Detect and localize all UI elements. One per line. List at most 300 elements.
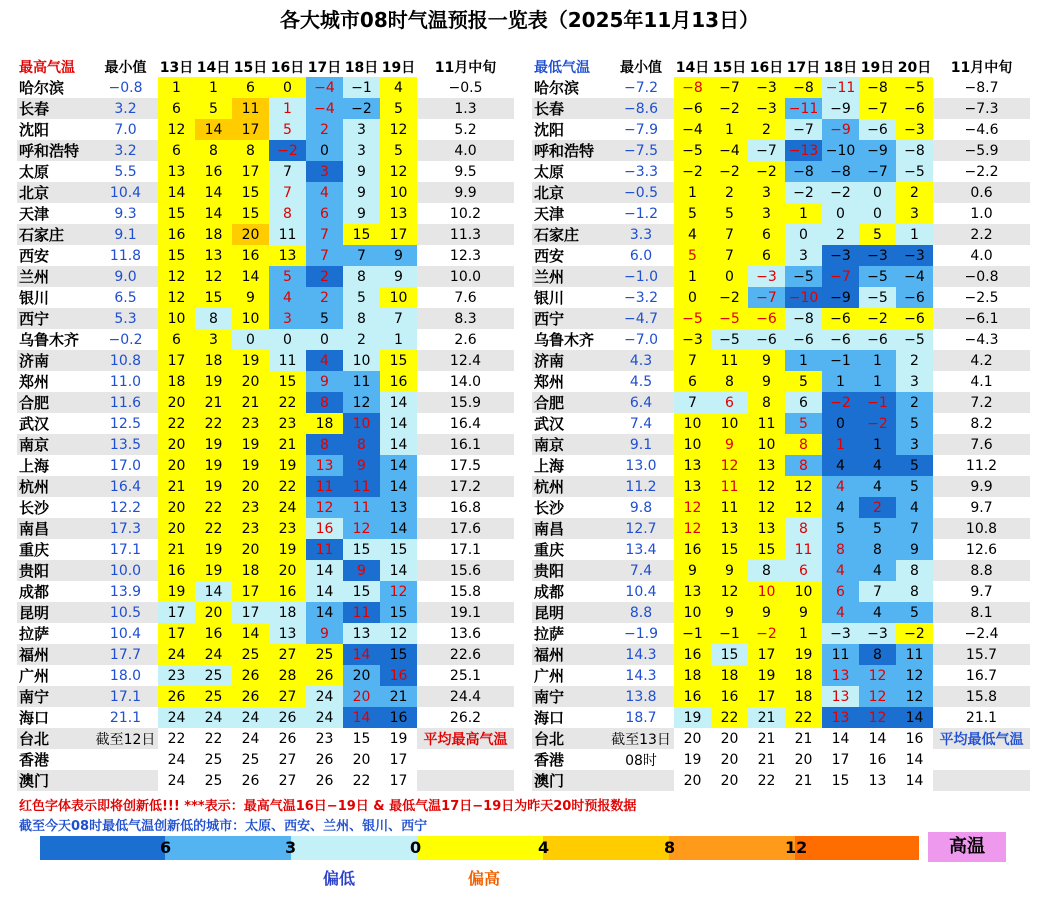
temp-cell: 20 [674,770,711,791]
legend-high-label: 偏高 [468,869,501,888]
min-value: 13.0 [625,457,657,474]
temp-cell: −5 [711,308,748,329]
city-name: 重庆 [534,541,565,559]
temp-cell: 19 [232,350,269,371]
temp-cell: 5 [896,413,933,434]
table-row [17,350,514,371]
temp-cell: 10 [711,413,748,434]
min-value: 13.4 [625,541,657,558]
city-name: 香港 [19,751,50,769]
temp-cell: −2 [748,623,785,644]
temp-cell: 21 [748,749,785,770]
legend-light-blue [291,836,417,860]
temp-cell: 18 [785,665,822,686]
temp-cell: 18 [158,371,195,392]
city-name: 昆明 [17,602,93,623]
table-row [17,518,514,539]
temp-cell: 14 [232,623,269,644]
temp-cell: 8 [232,140,269,161]
temp-cell: 12 [195,266,232,287]
temp-cell: −3 [896,245,933,266]
table-row [17,140,514,161]
city-name: 郑州 [534,373,565,391]
temp-cell: 16 [380,707,417,728]
temp-cell: 10 [674,413,711,434]
temp-cell: 19 [195,539,232,560]
min-value: −7.5 [608,140,674,161]
temp-cell: 5 [380,98,417,119]
temp-cell: 15 [748,539,785,560]
min-value: 9.1 [93,224,158,245]
mid-nov-avg: 24.4 [417,686,514,707]
temp-cell: 14 [896,749,933,770]
city-name: 福州 [17,644,93,665]
temp-cell: 15 [711,539,748,560]
city-name: 太原 [534,163,565,181]
mid-nov-avg: 5.2 [454,121,477,138]
temp-cell: 18 [674,665,711,686]
temp-cell: 11 [711,497,748,518]
table-row [532,413,1030,434]
temp-cell: 10 [785,581,822,602]
left-header-cell: 13日 [159,59,194,76]
table-row [532,518,1030,539]
temp-cell: 20 [343,749,380,770]
temp-cell: 11 [269,224,306,245]
temp-cell: 9 [306,623,343,644]
temp-cell: 20 [158,392,195,413]
temp-cell: 12 [785,476,822,497]
temp-cell: 19 [674,707,711,728]
temp-cell: 12 [896,686,933,707]
temp-cell: −6 [896,98,933,119]
min-value: 10.4 [625,583,657,600]
temp-cell: −11 [822,77,859,98]
min-value: 3.2 [93,140,158,161]
min-value: −3.3 [624,163,658,180]
left-header-cell: 15日 [233,59,268,76]
temp-cell: −10 [785,287,822,308]
temp-cell: 2 [896,392,933,413]
temp-cell: 13 [380,497,417,518]
right-header-cell: 17日 [786,59,821,76]
temp-cell: 15 [380,602,417,623]
temp-cell: 17 [748,644,785,665]
table-row [17,770,514,791]
city-name: 北京 [532,182,608,203]
temp-cell: −3 [748,77,785,98]
note-new-low-cities: 截至今天08时最低气温创新低的城市：太原、西安、兰州、银川、西宁 [19,819,428,834]
city-name: 广州 [19,667,50,685]
temp-cell: 11 [232,98,269,119]
min-value: 7.4 [608,560,674,581]
mid-nov-avg: 12.4 [417,350,514,371]
temp-cell: 12 [674,518,711,539]
right-header-cell: 18日 [823,59,858,76]
min-value: −0.2 [108,331,143,348]
temp-cell: 12 [343,392,380,413]
table-row [17,455,514,476]
temp-cell: 9 [343,455,380,476]
city-name: 澳门 [17,770,93,791]
temp-cell: 19 [195,371,232,392]
min-value: 12.2 [109,499,142,516]
temp-cell: −8 [822,161,859,182]
table-row [532,119,1030,140]
temp-cell: 7 [269,161,306,182]
temp-cell: 20 [232,371,269,392]
city-name: 海口 [534,709,565,727]
mid-nov-avg: 9.9 [417,182,514,203]
temp-cell: 17 [380,224,417,245]
temp-cell: −4 [711,140,748,161]
temp-cell: 3 [343,140,380,161]
min-value: 13.9 [109,583,142,600]
temp-cell: 19 [232,434,269,455]
temp-cell: 17 [232,602,269,623]
min-value: 10.4 [93,182,158,203]
temp-cell: 23 [158,665,195,686]
temp-cell: −6 [748,308,785,329]
temp-cell: 6 [748,224,785,245]
mid-nov-avg: 4.0 [970,247,993,264]
temp-cell: 8 [896,581,933,602]
temp-cell: 15 [822,770,859,791]
mid-nov-avg: 9.7 [970,499,993,516]
temp-cell: 4 [674,224,711,245]
temp-cell: 12 [158,287,195,308]
temp-cell: −7 [711,77,748,98]
temp-cell: 0 [232,329,269,350]
city-name: 南宁 [532,686,608,707]
temp-cell: 19 [195,455,232,476]
table-row [532,77,1030,98]
temp-cell: 19 [232,455,269,476]
temp-cell: 13 [674,455,711,476]
temp-cell: 8 [195,308,232,329]
temp-cell: 1 [859,434,896,455]
temp-cell: 15 [343,539,380,560]
temp-cell: 8 [785,434,822,455]
temp-cell: 8 [711,371,748,392]
temp-cell: 26 [306,749,343,770]
mid-nov-avg: 10.0 [417,266,514,287]
temp-cell: 22 [785,707,822,728]
min-value: 12.5 [109,415,142,432]
mid-nov-avg: 1.3 [417,98,514,119]
temp-cell: 2 [306,287,343,308]
right-header-cell: 11月中旬 [950,59,1013,76]
temp-cell: 12 [674,497,711,518]
temp-cell: −2 [822,182,859,203]
temp-cell: 5 [859,518,896,539]
table-row [532,203,1030,224]
min-value: 10.5 [93,602,158,623]
temp-cell: 6 [785,392,822,413]
temp-cell: −7 [859,161,896,182]
temp-cell: −8 [896,140,933,161]
table-row [17,560,514,581]
table-row [17,434,514,455]
temp-cell: 14 [380,434,417,455]
min-value: 17.0 [109,457,142,474]
temp-cell: 1 [195,77,232,98]
temp-cell: 20 [785,749,822,770]
right-header-cell: 15日 [712,59,747,76]
temp-cell: 10 [674,602,711,623]
temp-cell: 21 [748,707,785,728]
temp-cell: 1 [785,350,822,371]
temp-cell: 20 [158,455,195,476]
temp-cell: 0 [859,203,896,224]
temp-cell: 13 [195,245,232,266]
table-row [532,602,1030,623]
temp-cell: 0 [674,287,711,308]
temp-cell: 7 [711,245,748,266]
temp-cell: 3 [896,371,933,392]
table-row [532,287,1030,308]
table-row [17,644,514,665]
temp-cell: 5 [896,476,933,497]
right-header-cell: 20日 [897,59,932,76]
temp-cell: 16 [269,581,306,602]
table-row [532,350,1030,371]
temp-cell: 15 [158,245,195,266]
temp-cell: 15 [380,350,417,371]
temp-cell: 8 [748,392,785,413]
temp-cell: 21 [785,770,822,791]
temp-cell: 21 [785,728,822,749]
temp-cell: 13 [859,770,896,791]
temp-cell: 9 [343,182,380,203]
city-name: 天津 [19,205,50,223]
temp-cell: 3 [896,203,933,224]
temp-cell: 24 [158,749,195,770]
mid-nov-avg: 11.3 [417,224,514,245]
mid-nov-avg: 2.2 [933,224,1030,245]
city-name: 拉萨 [19,625,50,643]
temp-cell: 21 [195,392,232,413]
temp-cell: −3 [859,623,896,644]
min-value: 18.0 [109,667,142,684]
temp-cell: 10 [380,287,417,308]
temp-cell: 18 [269,602,306,623]
temp-cell: 20 [343,686,380,707]
temp-cell: −1 [822,350,859,371]
temp-cell: −3 [748,98,785,119]
note-red-font: 红色字体表示即将创新低!!! ***表示：最高气温16日−19日 & 最低气温17日−19日为昨天20时预报数据 [19,799,637,814]
min-value: 17.3 [93,518,158,539]
temp-cell: 27 [269,644,306,665]
table-row [532,728,1030,749]
temp-cell: 11 [711,350,748,371]
temp-cell: −1 [711,623,748,644]
min-value: 18.7 [625,709,657,726]
temp-cell: −5 [859,287,896,308]
temp-cell: 24 [232,728,269,749]
temp-cell: 25 [232,749,269,770]
temp-cell: 3 [269,308,306,329]
temp-cell: 5 [674,245,711,266]
temp-cell: −5 [674,140,711,161]
temp-cell: 14 [380,455,417,476]
mid-nov-avg: 10.2 [449,205,482,222]
legend-label-3: 3 [285,838,297,857]
city-name: 南昌 [17,518,93,539]
temp-cell: 7 [674,392,711,413]
mid-nov-avg: −2.2 [964,163,999,180]
temp-cell: 8 [785,518,822,539]
temp-cell: −8 [785,77,822,98]
mid-nov-avg: −2.4 [964,625,999,642]
temp-cell: 6 [158,329,195,350]
temp-cell: 9 [380,245,417,266]
temp-cell: 2 [859,497,896,518]
temp-cell: 14 [306,581,343,602]
mid-nov-avg: 8.2 [970,415,993,432]
mid-nov-avg: 15.6 [417,560,514,581]
temp-cell: 2 [306,266,343,287]
city-name: 长沙 [534,499,565,517]
temp-cell: 20 [158,497,195,518]
temp-cell: 27 [269,749,306,770]
table-row [532,623,1030,644]
table-row [532,266,1030,287]
temp-cell: 8 [306,392,343,413]
table-row [532,476,1030,497]
temp-cell: 1 [822,371,859,392]
temp-cell: 22 [343,770,380,791]
temp-cell: 22 [269,392,306,413]
temp-cell: 20 [269,560,306,581]
mid-nov-avg: −0.8 [933,266,1030,287]
temp-cell: −6 [896,308,933,329]
temp-cell: 0 [306,329,343,350]
temp-cell: 5 [896,455,933,476]
mid-nov-avg: 平均最低气温 [933,728,1030,749]
table-row [17,413,514,434]
temp-cell: 27 [269,770,306,791]
min-value: 10.4 [109,625,142,642]
temp-cell: 4 [859,476,896,497]
left-header-cell: 最高气温 [19,59,75,76]
temp-cell: 4 [822,560,859,581]
temp-cell: 8 [343,308,380,329]
table-row [17,476,514,497]
temp-cell: 1 [785,203,822,224]
temp-cell: −2 [674,161,711,182]
temp-cell: 24 [195,707,232,728]
temp-cell: 3 [748,203,785,224]
city-name: 西宁 [532,308,608,329]
min-value: 8.8 [608,602,674,623]
table-row [17,224,514,245]
city-name: 杭州 [532,476,608,497]
mid-nov-avg: 15.9 [417,392,514,413]
table-row [532,665,1030,686]
legend-yellow [417,836,543,860]
temp-cell: 13 [748,518,785,539]
table-row [17,707,514,728]
temp-cell: 9 [343,560,380,581]
temp-cell: −2 [711,287,748,308]
temp-cell: −2 [711,161,748,182]
city-name: 济南 [17,350,93,371]
temp-cell: 9 [343,203,380,224]
temp-cell: 9 [748,371,785,392]
temp-cell: 2 [748,119,785,140]
mid-nov-avg: −4.6 [964,121,999,138]
temp-cell: 5 [859,224,896,245]
temp-cell: 16 [674,539,711,560]
temp-cell: 19 [195,476,232,497]
temp-cell: 6 [822,581,859,602]
min-value: 3.2 [93,98,158,119]
temp-cell: 23 [269,413,306,434]
legend-hot-box: 高温 [928,832,1006,862]
temp-cell: 6 [674,371,711,392]
temp-cell: 16 [674,686,711,707]
temp-cell: 14 [232,266,269,287]
city-name: 武汉 [534,415,565,433]
temp-cell: 26 [269,728,306,749]
temp-cell: −5 [896,77,933,98]
city-name: 香港 [534,751,565,769]
table-row [17,623,514,644]
temp-cell: −6 [674,98,711,119]
temp-cell: −7 [748,287,785,308]
temp-cell: −8 [785,161,822,182]
temp-cell: 25 [195,770,232,791]
temp-cell: 25 [195,686,232,707]
temp-cell: 22 [195,728,232,749]
table-row [532,560,1030,581]
temp-cell: 21 [158,539,195,560]
table-row [532,434,1030,455]
right-header-cell: 14日 [675,59,710,76]
temp-cell: 9 [785,602,822,623]
city-name: 成都 [19,583,50,601]
temp-cell: 7 [306,224,343,245]
city-name: 南京 [17,434,93,455]
mid-nov-avg: 21.1 [965,709,998,726]
temp-cell: 17 [748,686,785,707]
temp-cell: 9 [711,434,748,455]
temp-cell: 24 [158,644,195,665]
temp-cell: 7 [380,308,417,329]
temp-cell: 4 [822,455,859,476]
min-value: 11.6 [93,392,158,413]
left-header-cell: 18日 [344,59,379,76]
temp-cell: 16 [158,560,195,581]
temp-cell: 8 [859,644,896,665]
temp-cell: 20 [711,749,748,770]
city-name: 上海 [19,457,50,475]
temp-cell: 18 [711,665,748,686]
min-value: 13.5 [93,434,158,455]
temp-cell: 0 [269,329,306,350]
temp-cell: 4 [306,182,343,203]
temp-cell: 24 [269,497,306,518]
mid-nov-avg: 平均最高气温 [417,728,514,749]
min-value: 21.1 [109,709,142,726]
temp-cell: −7 [785,119,822,140]
table-row [17,119,514,140]
temp-cell: 23 [306,728,343,749]
temp-cell: 8 [822,539,859,560]
mid-nov-avg: −2.5 [964,289,999,306]
city-name: 南昌 [532,518,608,539]
